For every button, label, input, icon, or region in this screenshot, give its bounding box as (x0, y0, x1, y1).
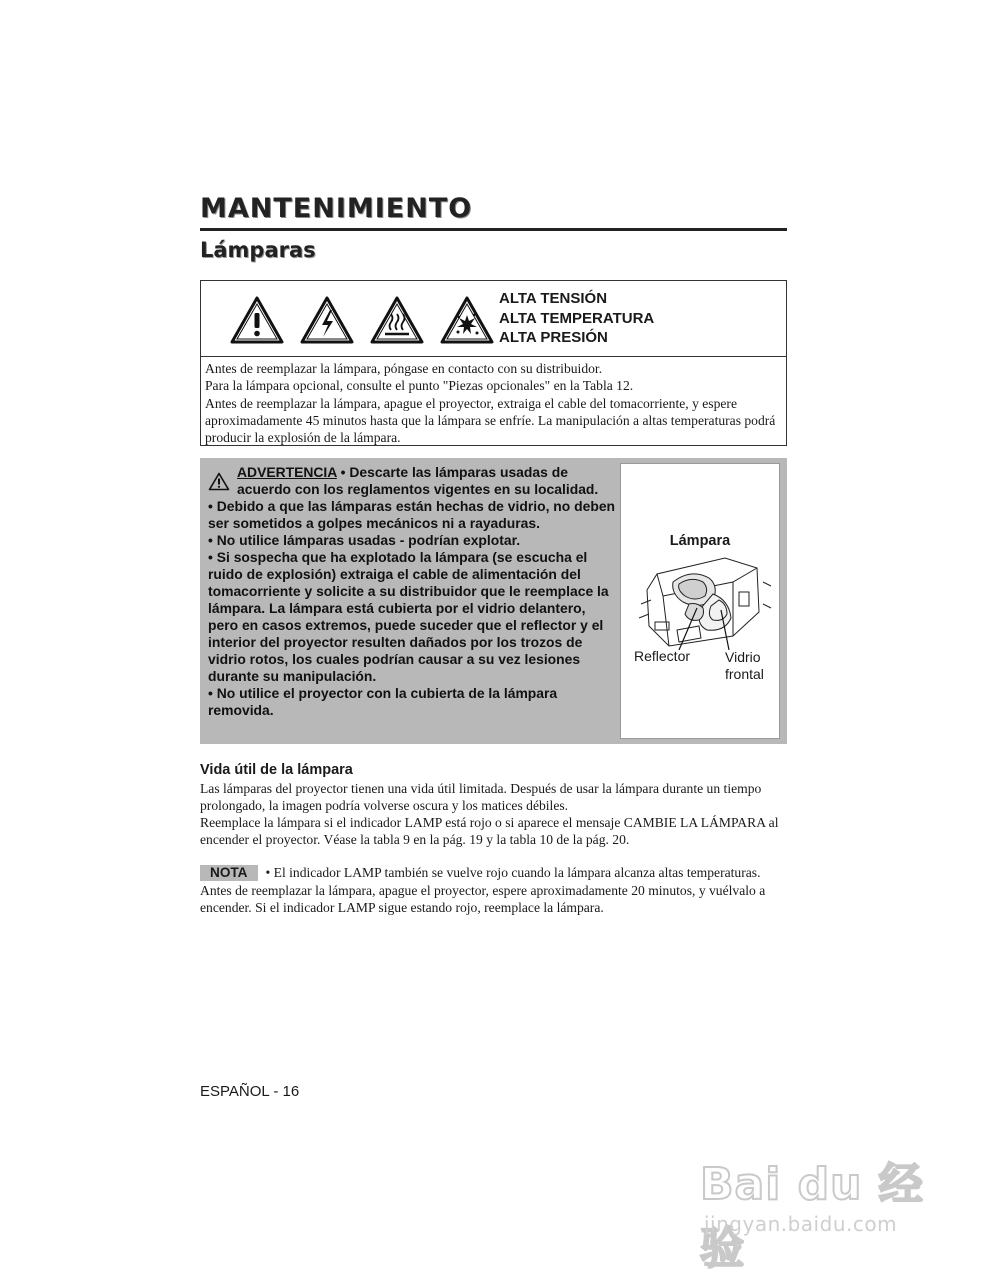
high-voltage-icon (299, 295, 355, 345)
lamp-life-heading: Vida útil de la lámpara (200, 762, 353, 778)
note (200, 864, 790, 917)
hazard-paragraph: Antes de reemplazar la lámpara, apague el proyector, extraiga el cable del tomacorriente, y espere aproximadamente 45 minutos hasta que la lámpara se enfríe. La manipulación a altas temperaturas podrá producir la explosión de la lámpara. (205, 395, 776, 446)
warning-text (208, 464, 618, 719)
watermark-url: jingyan.baidu.com (704, 1212, 898, 1236)
warning-lead (208, 464, 618, 498)
lamp-figure (620, 463, 780, 739)
lamp-life-paragraph: Reemplace la lámpara si el indicador LAMP está rojo o si aparece el mensaje CAMBIE LA LÁMPARA al encender el proyector. Véase la tabla 9 en la pág. 19 y la tabla 10 de la pág. 20. (200, 815, 779, 847)
label-front-glass-line2: frontal (725, 665, 764, 682)
warning-label: ADVERTENCIA (237, 464, 337, 480)
warning-item: • No utilice el proyector con la cubierta de la lámpara removida. (208, 685, 558, 718)
note-badge: NOTA (200, 865, 258, 881)
note-text: • El indicador LAMP también se vuelve rojo cuando la lámpara alcanza altas temperaturas. Antes de reemplazar la lámpara, apague el proyector, espere aproximadamente 20 minutos, y vuélvalo a encender. Si el indicador LAMP sigue estando rojo, reemplace la lámpara. (200, 865, 766, 915)
label-front-glass-line1: Vidrio (725, 649, 761, 665)
lamp-illustration (629, 552, 775, 650)
label-reflector: Reflector (634, 648, 691, 664)
hazard-label-voltage: ALTA TENSIÓN (499, 290, 608, 307)
hazard-header (201, 281, 786, 357)
watermark-logo: Bai du 经验 (700, 1159, 924, 1274)
label-front-glass (725, 649, 781, 682)
page-number: ESPAÑOL - 16 (200, 1083, 300, 1100)
warning-item: • Debido a que las lámparas están hechas de vidrio, no deben ser sometidos a golpes mecánicos ni a rayaduras. (208, 498, 616, 531)
hazard-labels (499, 289, 654, 348)
warning-item: • No utilice lámparas usadas - podrían explotar. (208, 532, 521, 548)
warning-box (200, 458, 787, 744)
warning-item: • Si sospecha que ha explotado la lámpara (se escucha el ruido de explosión) extraiga el cable de alimentación del tomacorriente y solicite a su distribuidor que le reemplace la lámpara. La lámpara está cubierta por el vidrio delantero, pero en casos extremos, puede suceder que el reflector y el interior del proyector resulten dañados por los trozos de vidrio rotos, los cuales podrían causar a su vez lesiones durante su manipulación. (208, 549, 609, 684)
hazard-paragraph: Antes de reemplazar la lámpara, póngase en contacto con su distribuidor. (205, 361, 603, 376)
hazard-paragraph: Para la lámpara opcional, consulte el punto "Piezas opcionales" en la Tabla 12. (205, 378, 634, 394)
hazard-icons (229, 295, 495, 345)
lamp-life-text (200, 780, 790, 848)
hazard-label-temperature: ALTA TEMPERATURA (499, 309, 655, 327)
hazard-text (201, 357, 786, 446)
explosion-icon (439, 295, 495, 345)
warning-triangle-icon (208, 472, 230, 491)
hot-surface-icon (369, 295, 425, 345)
hazard-box (200, 280, 787, 446)
figure-title: Lámpara (669, 533, 731, 549)
lamp-life-paragraph: Las lámparas del proyector tienen una vida útil limitada. Después de usar la lámpara durante un tiempo prolongado, la imagen podría volverse oscura y los matices débiles. (200, 781, 762, 813)
watermark (700, 1130, 940, 1274)
warning-lead-text: • Descarte las lámparas usadas de acuerdo con los reglamentos vigentes en su localidad. (237, 464, 599, 497)
section-title: Lámparas (200, 238, 316, 262)
warning-triangle-icon (229, 295, 285, 345)
page-title: MANTENIMIENTO (200, 192, 787, 231)
hazard-label-pressure: ALTA PRESIÓN (499, 329, 608, 346)
